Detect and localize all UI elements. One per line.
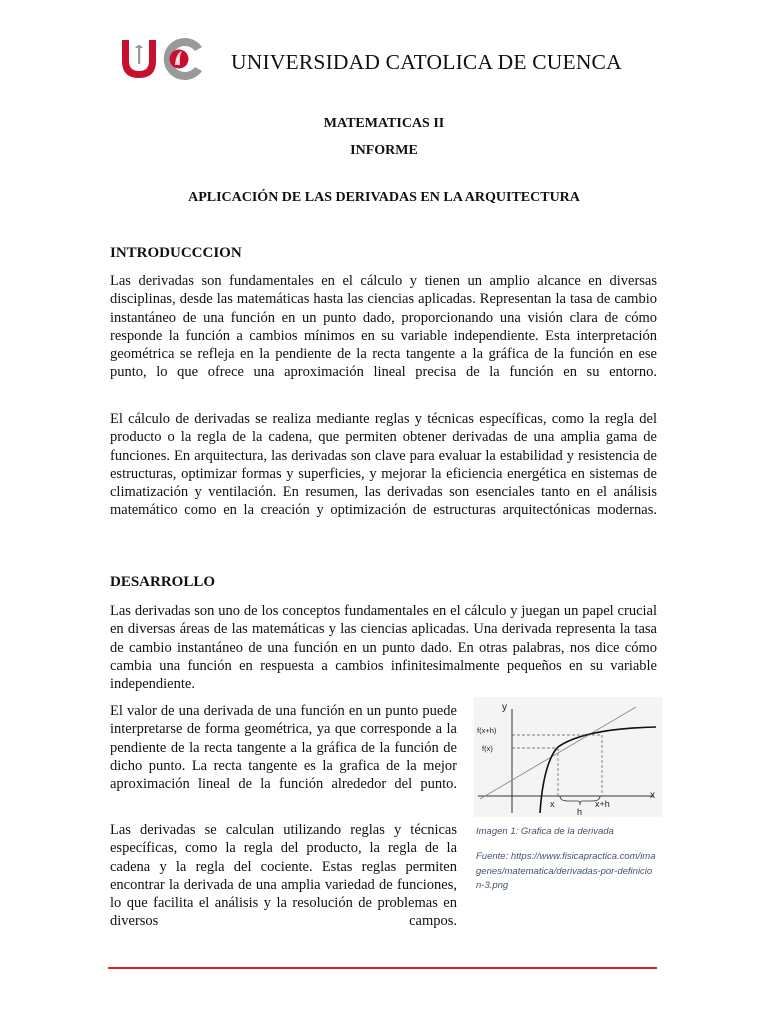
desarrollo-paragraph-2: El valor de una derivada de una función en un punto puede interpretarse de forma geométrica, ya que corresponde a la pendiente de la recta tangente a la gráfica de la función de dicho punto. La recta tangente es la grafica de la mejor aproximación lineal de la función alrededor del punto. — [110, 703, 457, 793]
intro-heading: INTRODUCCCION — [110, 245, 242, 261]
footer-divider — [108, 967, 657, 969]
university-name: UNIVERSIDAD CATOLICA DE CUENCA — [231, 50, 622, 74]
figure-source: Fuente: https://www.fisicapractica.com/imagenes/matematica/derivadas-por-definicion-3.png — [476, 851, 656, 891]
desarrollo-heading: DESARROLLO — [110, 574, 216, 590]
f-x-label: f(x) — [482, 744, 493, 753]
h-label: h — [577, 807, 583, 817]
x-axis-label: x — [650, 790, 655, 801]
desarrollo-paragraph-3: Las derivadas se calculan utilizando reglas y técnicas específicas, como la regla del producto, la regla de la cadena y la regla del cociente. Estas reglas permiten encontrar la derivada de una amplia variedad de funciones, lo que facilita el análisis y la resolución de problemas en diversos campos. — [110, 822, 457, 930]
y-axis-label: y — [502, 702, 507, 713]
intro-paragraph-2: El cálculo de derivadas se realiza mediante reglas y técnicas específicas, como la regla del producto o la regla de la cadena, que permiten obtener derivadas de una amplia gama de funciones. En arquitectura, las derivadas son clave para evaluar la estabilidad y resistencia de estructuras, optimizar formas y superficies, y mejorar la eficiencia energética en sistemas de climatización y ventilación. En resumen, las derivadas son esenciales tanto en el análisis matemático como en la creación y optimización de estructuras arquitectónicas modernas. — [110, 411, 657, 519]
document-type: INFORME — [350, 143, 418, 158]
x-tick-label: x — [550, 799, 555, 809]
derivative-graph — [474, 697, 662, 817]
course-title: MATEMATICAS II — [323, 116, 445, 131]
desarrollo-paragraph-1: Las derivadas son uno de los conceptos fundamentales en el cálculo y juegan un papel crucial en diversas áreas de las matemáticas y las ciencias aplicadas. Una derivada representa la tasa de cambio instantáneo de una función en un punto dado. En otras palabras, nos dice cómo cambia una función en respuesta a cambios infinitesimalmente pequeños en su variable independiente. — [110, 603, 657, 693]
xh-tick-label: x+h — [595, 799, 610, 809]
report-title: APLICACIÓN DE LAS DERIVADAS EN LA ARQUITECTURA — [188, 190, 580, 205]
page-header — [118, 36, 658, 86]
university-logo — [118, 36, 204, 82]
f-xh-label: f(x+h) — [477, 726, 497, 735]
intro-paragraph-1: Las derivadas son fundamentales en el cálculo y tienen un amplio alcance en diversas disciplinas, desde las matemáticas hasta las ciencias aplicadas. Representan la tasa de cambio instantáneo de una función en un punto dado, proporcionando una visión clara de cómo responde la función a cambios mínimos en su variable independiente. Esta interpretación geométrica se refleja en la pendiente de la recta tangente a la gráfica de la función en ese punto, lo que ofrece una aproximación lineal precisa de la función en su entorno. — [110, 273, 657, 381]
figure-caption: Imagen 1: Grafica de la derivada — [476, 826, 614, 837]
